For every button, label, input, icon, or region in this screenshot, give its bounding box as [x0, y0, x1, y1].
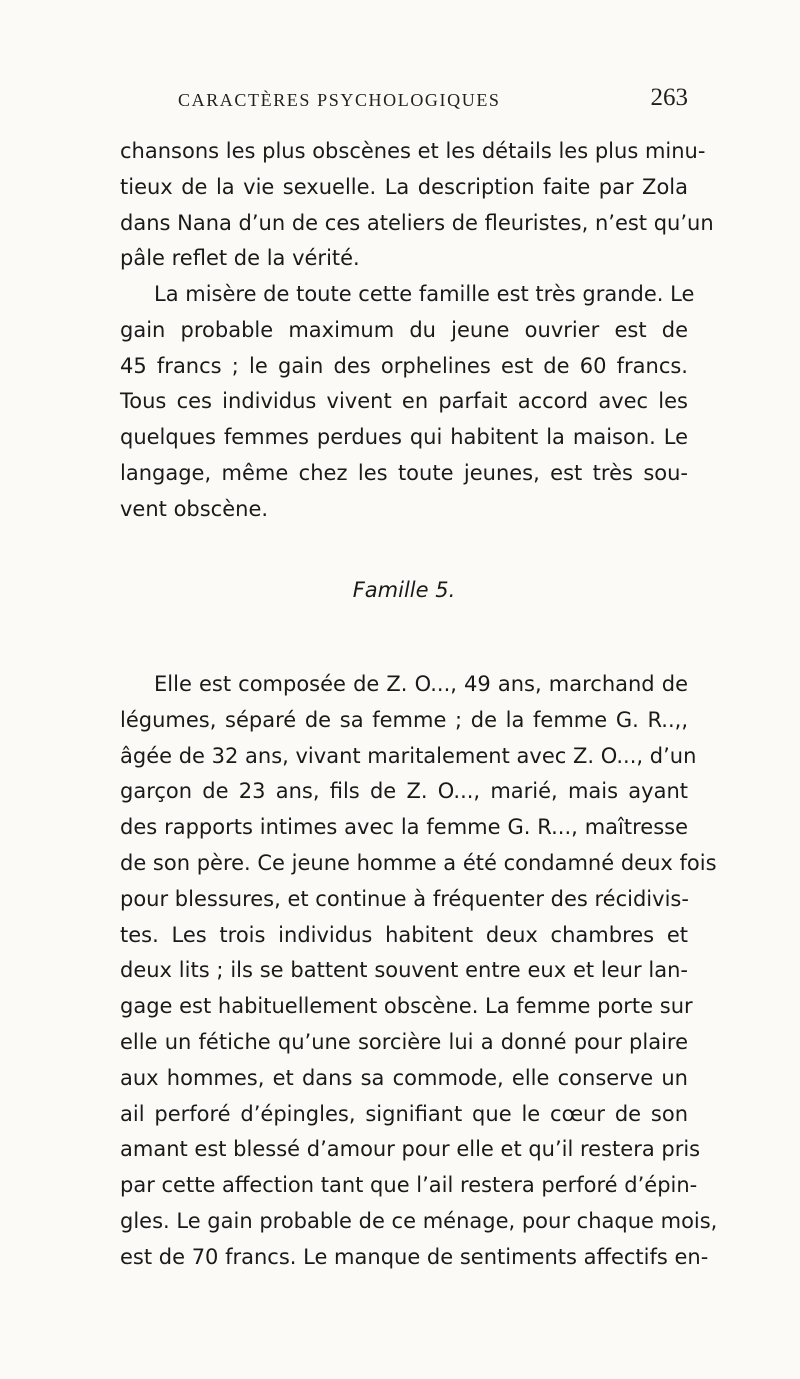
paragraph-1: [120, 134, 714, 277]
text-line: gles. Le gain probable de ce ménage, pour chaque mois,: [120, 1208, 718, 1233]
running-title: CARACTÈRES PSYCHOLOGIQUES: [178, 90, 501, 110]
text-line: ail perforé d’épingles, signifiant que le cœur de son: [120, 1101, 688, 1126]
paragraph-2: [120, 277, 695, 528]
text-line: tieux de la vie sexuelle. La description faite par Zola: [120, 174, 688, 199]
text-line: 45 francs ; le gain des orphelines est de 60 francs.: [120, 353, 688, 378]
text-line: pâle reflet de la vérité.: [120, 246, 360, 271]
text-line: dans Nana d’un de ces ateliers de fleuristes, n’est qu’un: [120, 210, 714, 235]
page-number: 263: [650, 84, 688, 111]
text-line: par cette affection tant que l’ail restera perforé d’épin-: [120, 1173, 698, 1198]
text-line: gage est habituellement obscène. La femme porte sur: [120, 994, 693, 1019]
text-line: Tous ces individus vivent en parfait accord avec les: [120, 389, 688, 414]
text-line: chansons les plus obscènes et les détails les plus minu-: [120, 139, 706, 163]
text-line: aux hommes, et dans sa commode, elle conserve un: [120, 1065, 688, 1090]
text-line: gain probable maximum du jeune ouvrier est de: [120, 317, 688, 342]
text-line: tes. Les trois individus habitent deux chambres et: [120, 922, 688, 947]
text-line: deux lits ; ils se battent souvent entre eux et leur lan-: [120, 958, 688, 983]
paragraph-3: [120, 667, 718, 1276]
section-heading: Famille 5.: [352, 578, 456, 602]
text-line: Elle est composée de Z. O..., 49 ans, marchand de: [154, 672, 688, 696]
text-line: est de 70 francs. Le manque de sentiments affectifs en-: [120, 1244, 709, 1269]
text-line: pour blessures, et continue à fréquenter des récidivis-: [120, 886, 689, 911]
text-line: quelques femmes perdues qui habitent la maison. Le: [120, 425, 688, 450]
text-line: garçon de 23 ans, fils de Z. O..., marié, mais ayant: [120, 779, 688, 804]
text-line: amant est blessé d’amour pour elle et qu’il restera pris: [120, 1137, 701, 1162]
text-line: vent obscène.: [120, 496, 269, 521]
text-line: de son père. Ce jeune homme a été condamné deux fois: [120, 850, 717, 875]
page-header: [120, 84, 688, 118]
text-line: des rapports intimes avec la femme G. R..., maîtresse: [120, 815, 688, 840]
text-line: langage, même chez les toute jeunes, est très sou-: [120, 460, 688, 485]
text-line: âgée de 32 ans, vivant maritalement avec Z. O..., d’un: [120, 743, 697, 768]
text-line: elle un fétiche qu’une sorcière lui a donné pour plaire: [120, 1029, 688, 1054]
text-line: légumes, séparé de sa femme ; de la femme G. R..,,: [120, 707, 688, 732]
text-line: La misère de toute cette famille est très grande. Le: [154, 282, 695, 306]
